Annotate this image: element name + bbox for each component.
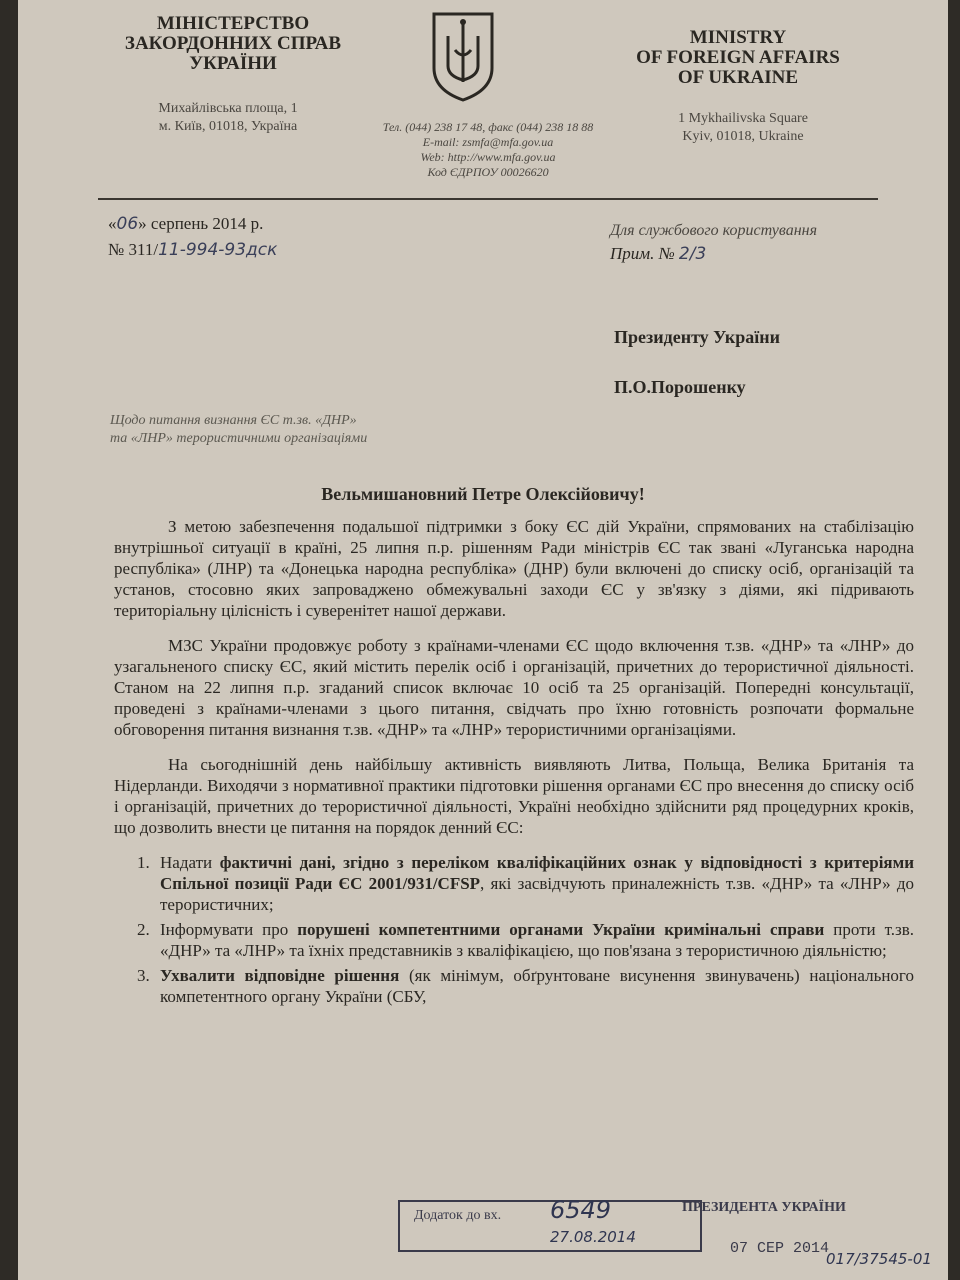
list-item-emphasis: фактичні дані, згідно з переліком кваліфікаційних ознак у відповідності з критеріями Спільної позиції Ради ЄС 2001/931/CFSP bbox=[160, 853, 914, 893]
ministry-address-ua bbox=[113, 100, 343, 136]
restriction-label: Для службового користування bbox=[610, 222, 818, 239]
address-line: Kyiv, 01018, Ukraine bbox=[682, 129, 804, 144]
subject-line: Щодо питання визнання ЄС т.зв. «ДНР» bbox=[110, 413, 357, 428]
number-prefix: № 311/ bbox=[108, 240, 159, 259]
ministry-name-en-line: OF UKRAINE bbox=[677, 67, 799, 88]
ministry-contacts bbox=[338, 120, 638, 180]
body-paragraph: МЗС України продовжує роботу з країнами-членами ЄС щодо включення т.зв. «ДНР» та «ЛНР» до узагальненого списку ЄС, який містить перелік осіб і організацій, причетних до терористичної діяльності. Станом на 22 липня п.р. згаданий список включає 10 осіб та 25 організацій. Попередні консультації, проведені з країнами-членами з цього питання, свідчать про їхню готовність розпочати формальне обговорення питання визнання т.зв. «ДНР» та «ЛНР» терористичними організаціями. bbox=[114, 636, 914, 739]
letter-date: «06» серпень 2014 р. bbox=[108, 214, 264, 234]
ministry-name-ua-line: ЗАКОРДОННИХ СПРАВ bbox=[124, 33, 342, 54]
contact-phone: Тел. (044) 238 17 48, факс (044) 238 18 88 bbox=[382, 120, 594, 134]
received-date-stamp: 07 СЕР 2014 bbox=[730, 1240, 830, 1257]
received-number-handwritten: 017/37545-01 bbox=[826, 1250, 932, 1268]
ministry-name-ua bbox=[98, 14, 368, 74]
copy-handwritten: 2/3 bbox=[678, 244, 707, 264]
copy-number bbox=[610, 244, 706, 264]
date-day-handwritten: 06 bbox=[116, 214, 139, 234]
incoming-stamp bbox=[398, 1196, 702, 1252]
ministry-name-ua-line: УКРАЇНИ bbox=[189, 53, 277, 74]
list-item-emphasis: порушені компетентними органами України кримінальні справи bbox=[297, 920, 825, 939]
body-paragraph: На сьогоднішній день найбільшу активність виявляють Литва, Польща, Велика Британія та Нідерланди. Виходячи з нормативної практики підготовки рішення органами ЄС про внесення до списку осіб і організацій, причетних до терористичної діяльності, Україні необхідно здійснити ряд процедурних кроків, що дозволить внести це питання на порядок денний ЄС: bbox=[114, 755, 914, 837]
contact-email: E-mail: zsmfa@mfa.gov.ua bbox=[422, 135, 554, 149]
header-divider bbox=[98, 198, 878, 200]
contact-edrpou: Код ЄДРПОУ 00026620 bbox=[427, 165, 549, 179]
list-item: 1. Надати фактичні дані, згідно з переліком кваліфікаційних ознак у відповідності з критеріями Спільної позиції Ради ЄС 2001/931/CFSP, які засвідчують приналежність т.зв. «ДНР» та «ЛНР» до терористичних; bbox=[154, 852, 914, 915]
stamp-date-handwritten: 27.08.2014 bbox=[550, 1228, 636, 1246]
list-item-emphasis: Ухвалити відповідне рішення bbox=[160, 966, 400, 985]
body-paragraph: З метою забезпечення подальшої підтримки з боку ЄС дій України, спрямованих на стабілізацію внутрішньої ситуації в країні, 25 липня п.р. рішенням Ради міністрів ЄС так звані «Луганська народна республіка» (ЛНР) та «Донецька народна республіка» (ДНР) були включені до списку осіб, організацій та установ, стосовно яких запроваджено обмежувальні заходи ЄС у зв'язку з діями, які підривають територіальну цілісність і суверенітет нашої держави. bbox=[114, 517, 914, 620]
received-by-label: ПРЕЗИДЕНТА УКРАЇНИ bbox=[682, 1200, 846, 1215]
letter-body bbox=[114, 516, 914, 1011]
date-month-year: серпень 2014 р. bbox=[150, 214, 264, 233]
ministry-address-en bbox=[638, 110, 848, 146]
copy-label: Прим. № bbox=[610, 244, 675, 263]
letter-number bbox=[108, 240, 277, 260]
address-line: м. Київ, 01018, Україна bbox=[158, 119, 298, 134]
ministry-name-en-line: OF FOREIGN AFFAIRS bbox=[636, 47, 840, 68]
addressee-name: П.О.Порошенку bbox=[614, 377, 746, 397]
addressee bbox=[614, 312, 780, 412]
contact-web: Web: http://www.mfa.gov.ua bbox=[420, 150, 556, 164]
stamp-label: Додаток до вх. bbox=[414, 1208, 502, 1223]
addressee-title: Президенту України bbox=[614, 327, 781, 347]
list-item: 3. Ухвалити відповідне рішення (як мінімум, обґрунтоване висунення звинувачень) національного компетентного органу України (СБУ, bbox=[154, 965, 914, 1007]
trident-emblem-icon bbox=[428, 10, 498, 102]
procedural-steps-list bbox=[114, 852, 914, 1007]
list-item: 2. Інформувати про порушені компетентними органами України кримінальні справи проти т.зв. «ДНР» та «ЛНР» та їхніх представників з кваліфікацією, що пов'язана з терористичною діяльністю; bbox=[154, 919, 914, 961]
subject-line: та «ЛНР» терористичними організаціями bbox=[110, 431, 368, 446]
letter-page bbox=[18, 0, 948, 1280]
stamp-number-handwritten: 6549 bbox=[550, 1196, 612, 1224]
letter-subject bbox=[110, 412, 470, 448]
ministry-name-ua-line: МІНІСТЕРСТВО bbox=[156, 13, 310, 34]
ministry-name-en bbox=[618, 28, 858, 88]
ministry-name-en-line: MINISTRY bbox=[689, 27, 787, 48]
address-line: Михайлівська площа, 1 bbox=[158, 101, 298, 116]
salutation: Вельмишановний Петре Олексійовичу! bbox=[321, 484, 645, 504]
address-line: 1 Mykhailivska Square bbox=[678, 111, 808, 126]
number-handwritten: 11-994-93дск bbox=[158, 240, 278, 260]
